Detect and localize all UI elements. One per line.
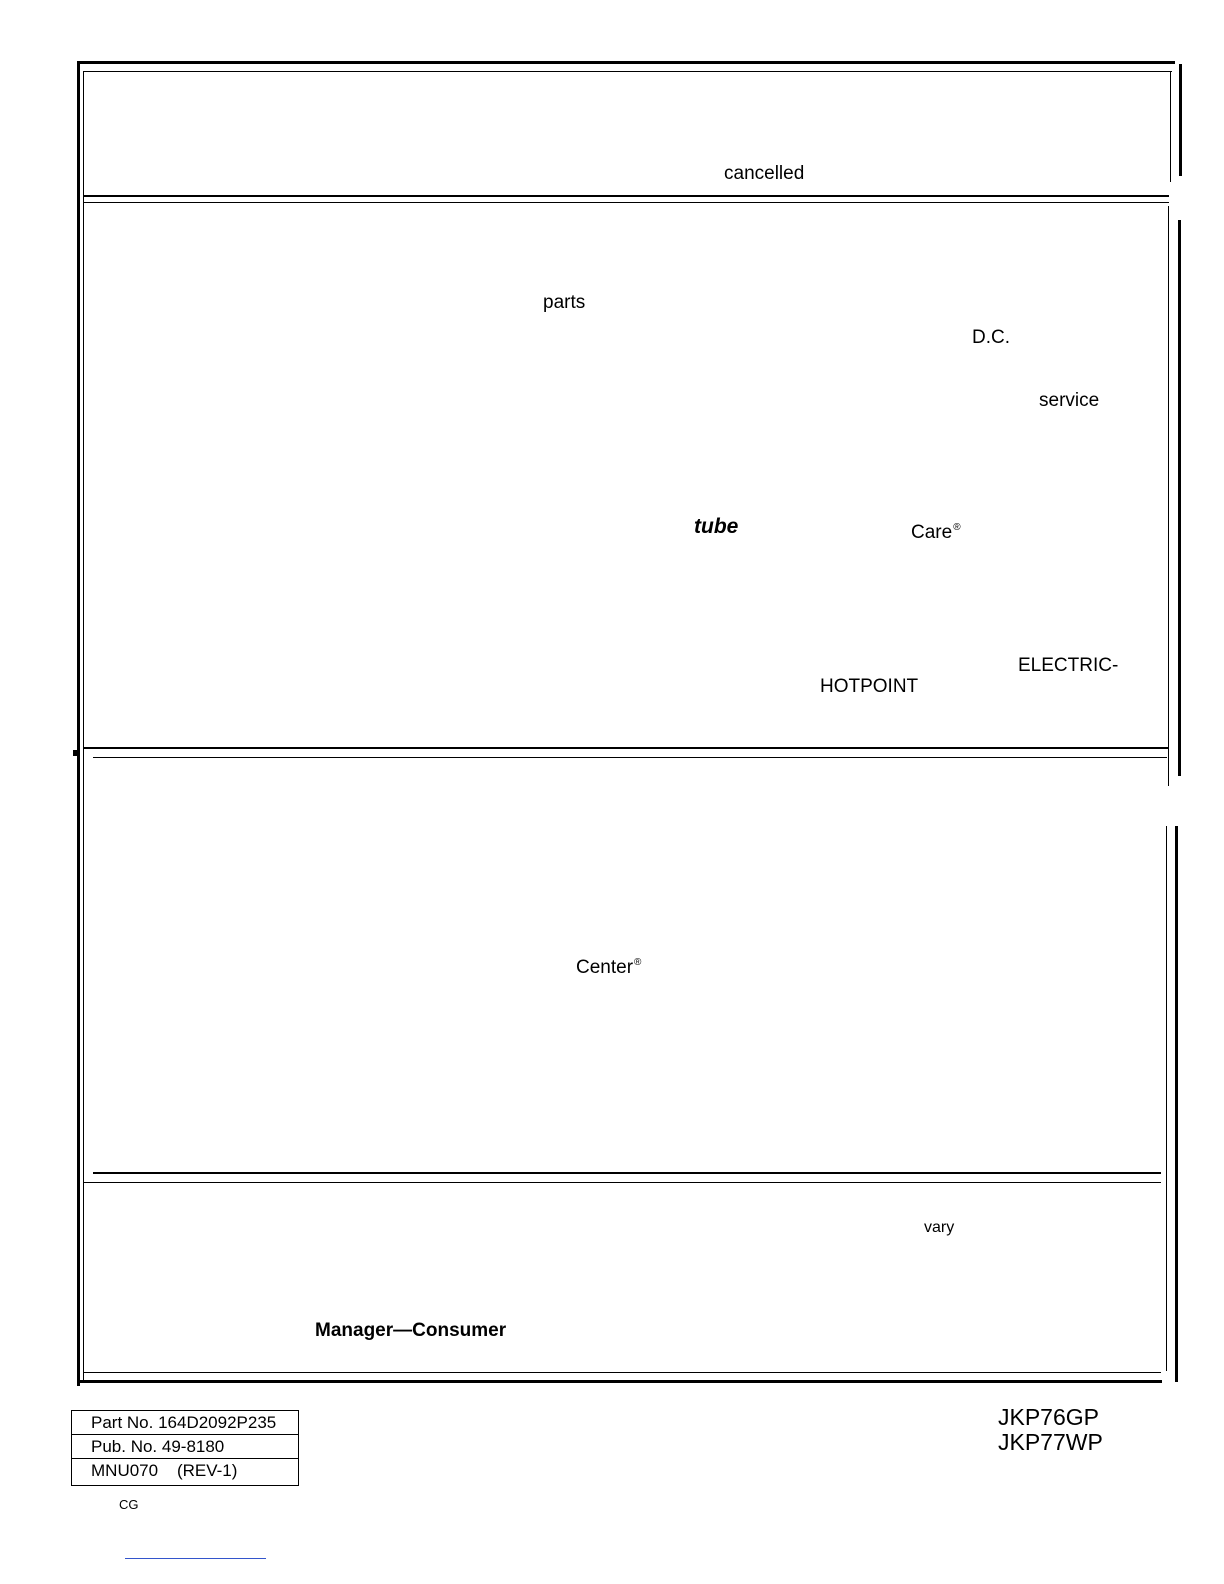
word-tube: tube: [694, 515, 739, 538]
model-number-2: JKP77WP: [998, 1429, 1103, 1455]
registered-mark: ®: [634, 957, 642, 968]
word-electric: ELECTRIC-: [1018, 655, 1119, 676]
top-outer-rule: [78, 61, 1175, 64]
left-inner-rule: [83, 71, 84, 1381]
link-underline: [125, 1558, 266, 1559]
divider-3-bottom: [83, 1182, 1161, 1183]
right-rule-inner-2: [1168, 206, 1169, 786]
bottom-outer-rule: [78, 1380, 1162, 1383]
word-manager-consumer: Manager—Consumer: [315, 1320, 507, 1341]
word-parts: parts: [543, 292, 586, 313]
divider-3-top: [93, 1172, 1161, 1174]
word-dc: D.C.: [972, 327, 1010, 348]
divider-1-bottom: [83, 202, 1169, 203]
word-vary: vary: [924, 1219, 955, 1236]
divider-1-top: [83, 195, 1169, 197]
manual-revision: MNU070 (REV-1): [91, 1461, 238, 1480]
word-cancelled: cancelled: [724, 163, 805, 184]
right-rule-inner-1: [1170, 72, 1171, 182]
printer-code: CG: [119, 1497, 139, 1512]
divider-2-top: [83, 747, 1168, 749]
right-rule-segment-2: [1178, 220, 1181, 776]
right-rule-segment-3: [1175, 826, 1178, 1382]
part-number: Part No. 164D2092P235: [72, 1411, 298, 1435]
divider-2-tick: [73, 750, 78, 756]
divider-2-bottom: [93, 757, 1167, 758]
word-center: Center®: [576, 957, 642, 978]
bottom-inner-rule: [83, 1372, 1161, 1373]
model-number-1: JKP76GP: [998, 1404, 1099, 1430]
word-service: service: [1039, 390, 1100, 411]
left-outer-rule: [77, 61, 80, 1386]
right-rule-segment-1: [1179, 64, 1182, 176]
top-inner-rule: [83, 71, 1172, 72]
word-hotpoint: HOTPOINT: [820, 676, 919, 697]
word-care: Care®: [911, 522, 961, 543]
part-number-box: [71, 1410, 299, 1486]
right-rule-inner-3: [1166, 826, 1167, 1371]
registered-mark: ®: [953, 522, 961, 533]
publication-number: Pub. No. 49-8180: [72, 1435, 298, 1459]
